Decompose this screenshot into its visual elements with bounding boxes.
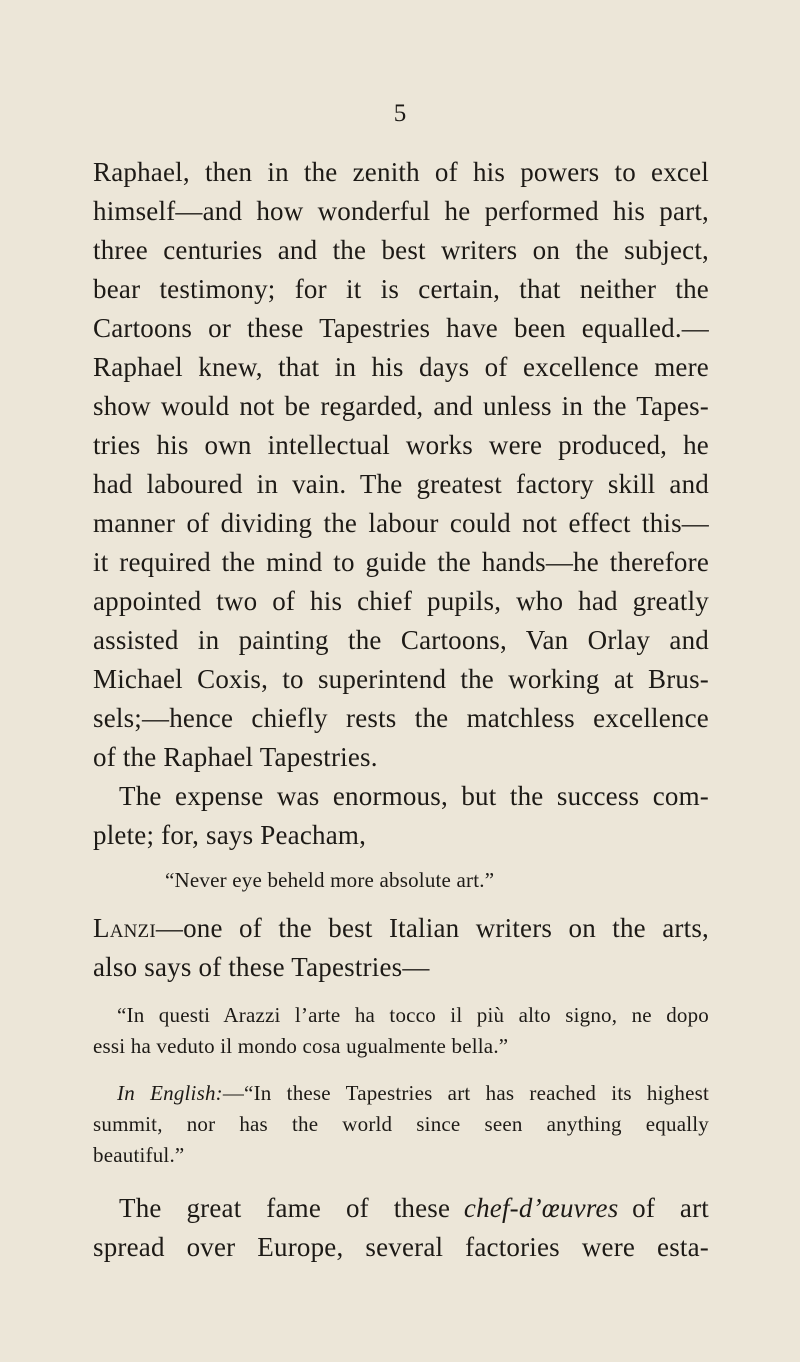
text-line: The expense was enormous, but the success com- [119, 781, 709, 811]
quote-line: “In questi Arazzi l’arte ha tocco il più alto signo, ne dopo [117, 1003, 709, 1027]
quote-line: essi ha veduto il mondo cosa ugualmente bella.” [93, 1034, 509, 1058]
text-line: Raphael knew, that in his days of excellence mere [93, 352, 709, 382]
text-line: tries his own intellectual works were produced, he [93, 430, 709, 460]
page-number-text: 5 [393, 100, 407, 127]
text-line: three centuries and the best writers on the subject, [93, 235, 709, 265]
translation-line: beautiful.” [93, 1143, 185, 1167]
text-line: show would not be regarded, and unless in the Tapes- [93, 391, 709, 421]
text-line: of the Raphael Tapestries. [93, 742, 378, 772]
text-fragment: —“In these Tapestries art has reached its highest [222, 1081, 709, 1105]
author-name: Lanzi [93, 913, 156, 943]
text-line: Cartoons or these Tapestries have been equalled.— [93, 313, 709, 343]
text-line: it required the mind to guide the hands—he therefore [93, 547, 709, 577]
page-number [0, 100, 800, 128]
text-line: himself—and how wonderful he performed his part, [93, 196, 709, 226]
text-line: also says of these Tapestries— [93, 952, 430, 982]
text-line: appointed two of his chief pupils, who had greatly [93, 586, 709, 616]
text-fragment: of art [632, 1193, 710, 1223]
text-line: had laboured in vain. The greatest factory skill and [93, 469, 709, 499]
text-line: bear testimony; for it is certain, that neither the [93, 274, 709, 304]
text-line [93, 913, 709, 944]
text-line: Raphael, then in the zenith of his powers to excel [93, 157, 709, 187]
translation-label: In English: [117, 1081, 223, 1105]
text-line: spread over Europe, several factories were esta- [93, 1232, 709, 1262]
translation-line [117, 1081, 709, 1106]
text-line: assisted in painting the Cartoons, Van Orlay and [93, 625, 709, 655]
translation-line: summit, nor has the world since seen anything equally [93, 1112, 709, 1136]
italic-term: chef-d’œuvres [463, 1193, 619, 1223]
text-fragment: The great fame of these [119, 1193, 451, 1223]
quote-line: “Never eye beheld more absolute art.” [165, 868, 495, 892]
text-line [119, 1193, 709, 1224]
text-line: Michael Coxis, to superintend the working at Brus- [93, 664, 709, 694]
text-line: sels;—hence chiefly rests the matchless excellence [93, 703, 709, 733]
text-line: plete; for, says Peacham, [93, 820, 367, 850]
text-line: manner of dividing the labour could not effect this— [93, 508, 709, 538]
text-fragment: —one of the best Italian writers on the arts, [155, 913, 709, 943]
